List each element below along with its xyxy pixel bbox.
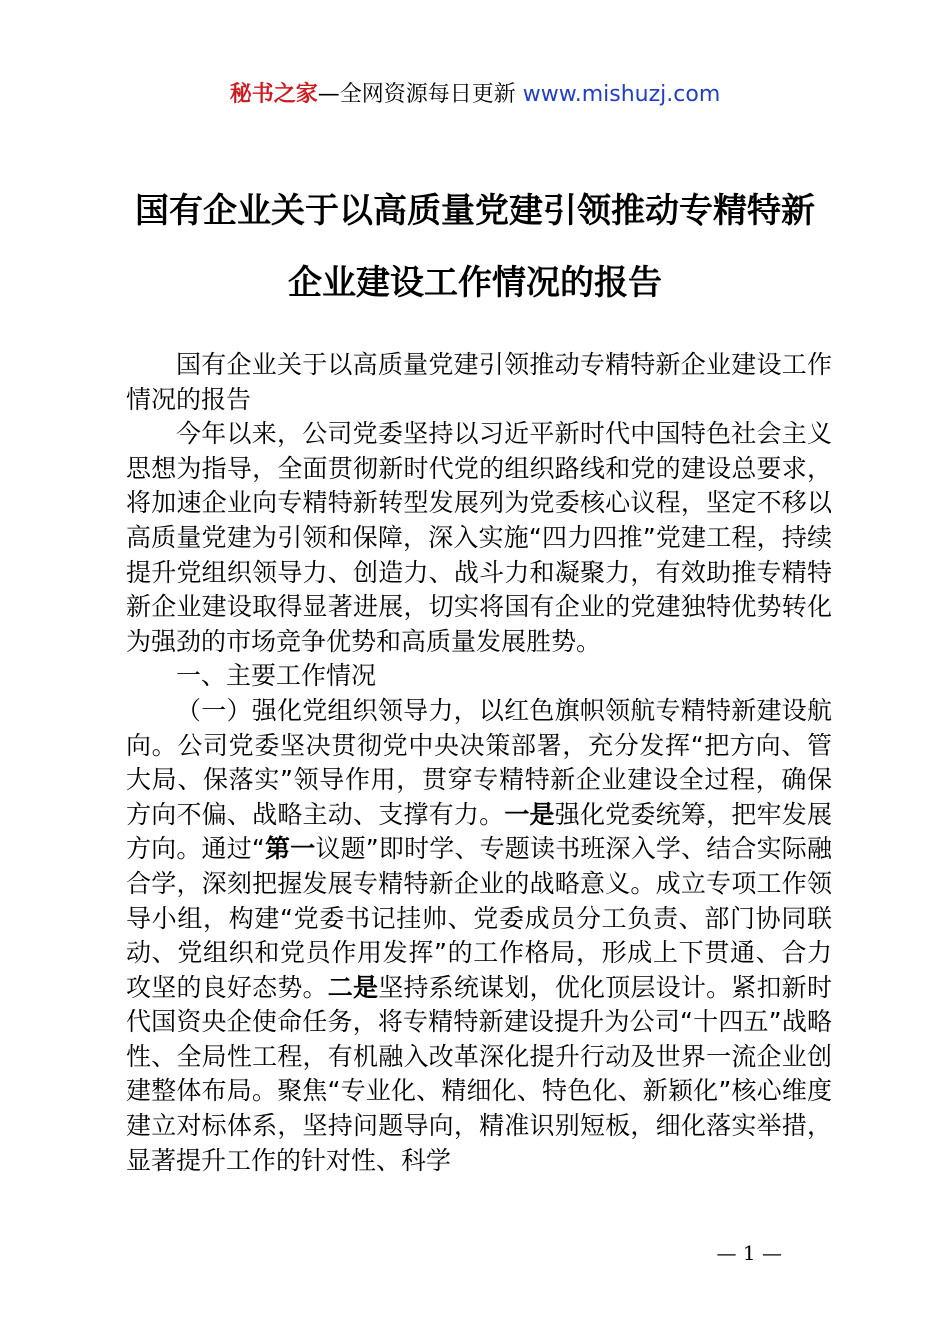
- paragraph-text: 强化党委统筹，把牢发展方向。通过“: [126, 799, 832, 864]
- paragraph-text: （一）强化党组织领导力，以红色旗帜领航专精特新建设航向。公司党委坚决贯彻党中央决策部署，充分发挥“把方向、管大局、保落实”领导作用，贯穿专精特新企业建设全过程，确保方向不偏、战略主动、支撑有力。: [126, 695, 832, 829]
- document-title-line-2: 企业建设工作情况的报告: [288, 263, 662, 303]
- site-url[interactable]: www.mishuzj.com: [522, 82, 721, 107]
- document-body: [126, 348, 832, 1178]
- document-title-line-1: 国有企业关于以高质量党建引领推动专精特新: [135, 191, 815, 231]
- paragraph-repeated-title: 国有企业关于以高质量党建引领推动专精特新企业建设工作情况的报告: [126, 350, 832, 414]
- site-name: 秘书之家: [229, 82, 318, 107]
- section-heading-main-work: 一、主要工作情况: [176, 661, 377, 691]
- paragraph-intro: 今年以来，公司党委坚持以习近平新时代中国特色社会主义思想为指导，全面贯彻新时代党的组织路线和党的建设总要求，将加速企业向专精特新转型发展列为党委核心议程，坚定不移以高质量党建为引领和保障，深入实施“四力四推”党建工程，持续提升党组织领导力、创造力、战斗力和凝聚力，有效助推专精特新企业建设取得显著进展，切实将国有企业的党建独特优势转化为强劲的市场竞争优势和高质量发展胜势。: [126, 419, 832, 656]
- page-number: — 1 —: [716, 1241, 782, 1265]
- site-tagline: —全网资源每日更新: [317, 82, 523, 107]
- emphasis-first: 一是: [504, 799, 555, 829]
- paragraph-text: 坚持系统谋划，优化顶层设计。紧扣新时代国资央企使命任务，将专精特新建设提升为公司“十四五”战略性、全局性工程，有机融入改革深化提升行动及世界一流企业创建整体布局。聚焦“专业化、精细化、特色化、新颖化”核心维度建立对标体系，坚持问题导向，精准识别短板，细化落实举措，显著提升工作的针对性、科学: [126, 972, 832, 1175]
- paragraph-section-one: [126, 694, 832, 1178]
- site-header: [0, 78, 950, 112]
- emphasis-first-topic: 第一: [264, 834, 316, 864]
- paragraph-text: 议题”即时学、专题读书班深入学、结合实际融合学，深刻把握发展专精特新企业的战略意义。成立专项工作领导小组，构建“党委书记挂帅、党委成员分工负责、部门协同联动、党组织和党员作用发挥”的工作格局，形成上下贯通、合力攻坚的良好态势。: [126, 834, 832, 1002]
- emphasis-second: 二是: [327, 972, 379, 1002]
